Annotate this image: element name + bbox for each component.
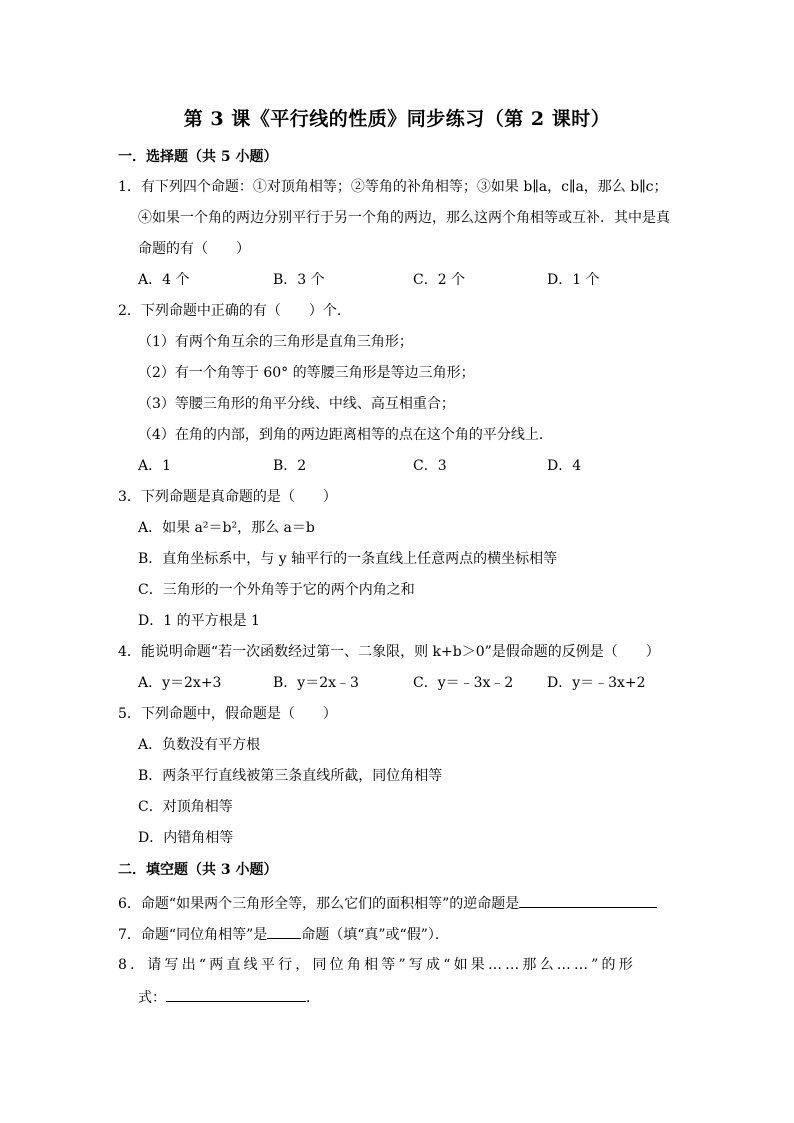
q3-option-c: C．三角形的一个外角等于它的两个内角之和 [138, 582, 415, 598]
q4-option-d: D．y＝﹣3x+2 [547, 675, 646, 691]
q2-item-3: （3）等腰三角形的角平分线、中线、高互相重合； [138, 396, 455, 412]
q3-stem: 3．下列命题是真命题的是（ ） [118, 489, 337, 505]
q4-option-b: B．y＝2x﹣3 [273, 675, 359, 691]
q1-line1: 1．有下列四个命题：①对顶角相等；②等角的补角相等；③如果 b∥a，c∥a，那么 b∥c； [118, 179, 668, 195]
q7-text-before: 7．命题“同位角相等”是 [118, 927, 268, 943]
q4-stem: 4．能说明命题“若一次函数经过第一、二象限，则 k+b＞0”是假命题的反例是（ ） [118, 644, 660, 660]
q4-option-a: A．y＝2x+3 [138, 675, 222, 691]
q6-line [118, 893, 657, 913]
q4-option-c: C．y＝﹣3x﹣2 [413, 675, 514, 691]
q2-option-d: D．4 [547, 458, 582, 474]
q2-stem: 2．下列命题中正确的有（ ）个． [118, 303, 351, 319]
q7-text-after: 命题（填“真”或“假”）． [301, 927, 449, 943]
q8-answer-blank[interactable] [166, 987, 306, 1002]
q3-option-b: B．直角坐标系中，与 y 轴平行的一条直线上任意两点的横坐标相等 [138, 551, 558, 567]
q2-option-c: C．3 [413, 458, 447, 474]
q1-option-d: D．1 个 [547, 272, 600, 288]
q5-option-c: C．对顶角相等 [138, 799, 233, 815]
q8-line2 [138, 987, 320, 1007]
q5-option-d: D．内错角相等 [138, 830, 234, 846]
q2-option-a: A．1 [138, 458, 172, 474]
q2-option-b: B．2 [273, 458, 307, 474]
q5-option-b: B．两条平行直线被第三条直线所截，同位角相等 [138, 768, 443, 784]
q8-text-after: ． [306, 990, 320, 1006]
q1-line2: ④如果一个角的两边分别平行于另一个角的两边，那么这两个角相等或互补．其中是真 [138, 210, 670, 226]
q6-text: 6．命题“如果两个三角形全等，那么它们的面积相等”的逆命题是 [118, 896, 520, 912]
q6-answer-blank[interactable] [519, 893, 657, 908]
q8-line1: 8．请写出“两直线平行，同位角相等”写成“如果……那么……”的形 [118, 957, 636, 973]
q2-item-2: （2）有一个角等于 60° 的等腰三角形是等边三角形； [138, 365, 475, 381]
q7-line [118, 924, 449, 944]
q3-option-d: D．1 的平方根是 1 [138, 613, 260, 629]
section-fill-heading: 二．填空题（共 3 小题） [118, 862, 278, 878]
q5-option-a: A．负数没有平方根 [138, 737, 261, 753]
q1-option-a: A．4 个 [138, 272, 190, 288]
page-title: 第 3 课《平行线的性质》同步练习（第 2 课时） [183, 108, 611, 130]
q5-stem: 5．下列命题中，假命题是（ ） [118, 706, 337, 722]
q7-answer-blank[interactable] [267, 924, 301, 939]
q2-item-4: （4）在角的内部，到角的两边距离相等的点在这个角的平分线上． [138, 427, 553, 443]
q3-option-a: A．如果 a²＝b²，那么 a＝b [138, 520, 315, 536]
q8-text-before: 式： [138, 990, 166, 1006]
q1-option-b: B．3 个 [273, 272, 325, 288]
q2-item-1: （1）有两个角互余的三角形是直角三角形； [138, 334, 413, 350]
section-choice-heading: 一．选择题（共 5 小题） [118, 149, 278, 165]
q1-line3: 命题的有（ ） [138, 241, 250, 257]
q1-option-c: C．2 个 [413, 272, 466, 288]
